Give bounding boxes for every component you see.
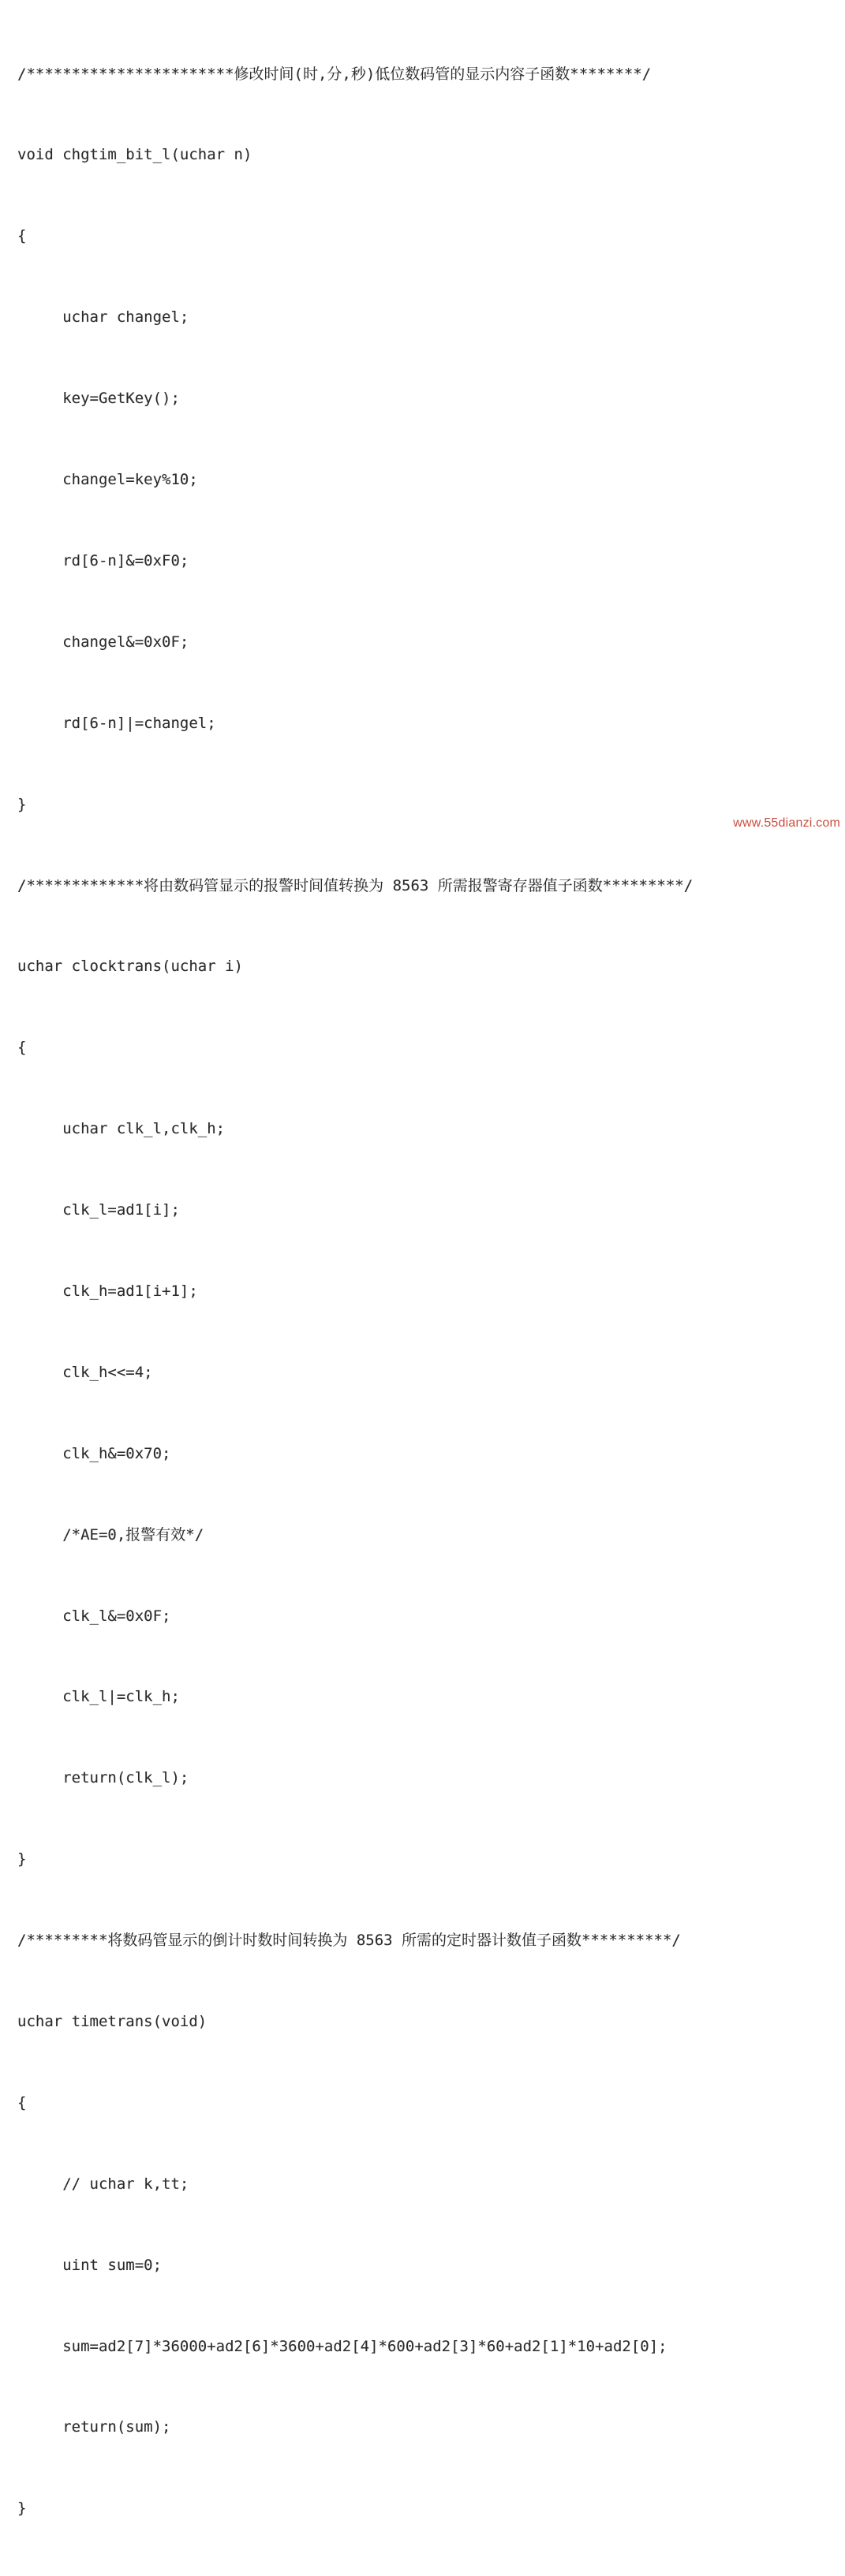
close-brace: } bbox=[17, 1850, 27, 1869]
code-line: changel=key%10; bbox=[17, 471, 198, 489]
site-watermark: www.55dianzi.com bbox=[733, 816, 840, 830]
open-brace: { bbox=[17, 227, 27, 245]
close-brace: } bbox=[17, 2499, 27, 2518]
code-line: uchar clk_l,clk_h; bbox=[17, 1120, 226, 1138]
code-line: uint sum=0; bbox=[17, 2256, 163, 2274]
comment-line: /***********************修改时间(时,分,秒)低位数码管的显示内容子函数********/ bbox=[17, 65, 652, 83]
code-line: return(sum); bbox=[17, 2418, 171, 2436]
inline-comment: /*AE=0,报警有效*/ bbox=[17, 1525, 204, 1544]
code-line: key=GetKey(); bbox=[17, 390, 180, 408]
open-brace: { bbox=[17, 2093, 27, 2111]
code-listing bbox=[17, 6, 842, 2576]
inline-comment: // uchar k,tt; bbox=[17, 2175, 189, 2193]
function-signature: uchar timetrans(void) bbox=[17, 2012, 208, 2030]
code-line: return(clk_l); bbox=[17, 1769, 189, 1787]
code-line: clk_h&=0x70; bbox=[17, 1444, 171, 1462]
code-line: clk_l=ad1[i]; bbox=[17, 1201, 180, 1219]
code-line: rd[6-n]&=0xF0; bbox=[17, 551, 189, 569]
code-line: sum=ad2[7]*36000+ad2[6]*3600+ad2[4]*600+ad2[3]*60+ad2[1]*10+ad2[0]; bbox=[17, 2337, 667, 2355]
code-line: clk_l&=0x0F; bbox=[17, 1607, 171, 1625]
code-line: clk_h=ad1[i+1]; bbox=[17, 1282, 198, 1300]
code-line: clk_l|=clk_h; bbox=[17, 1688, 180, 1706]
code-line: rd[6-n]|=changel; bbox=[17, 714, 216, 732]
open-brace: { bbox=[17, 1039, 27, 1057]
function-signature: uchar clocktrans(uchar i) bbox=[17, 958, 243, 976]
comment-line: /*************将由数码管显示的报警时间值转换为 8563 所需报警寄存器值子函数*********/ bbox=[17, 876, 694, 894]
code-line: changel&=0x0F; bbox=[17, 633, 189, 651]
code-line: uchar changel; bbox=[17, 308, 189, 327]
code-line: clk_h<<=4; bbox=[17, 1363, 153, 1381]
function-signature: void chgtim_bit_l(uchar n) bbox=[17, 146, 252, 164]
comment-line: /*********将数码管显示的倒计时数时间转换为 8563 所需的定时器计数值子函数**********/ bbox=[17, 1932, 681, 1950]
close-brace: } bbox=[17, 795, 27, 813]
